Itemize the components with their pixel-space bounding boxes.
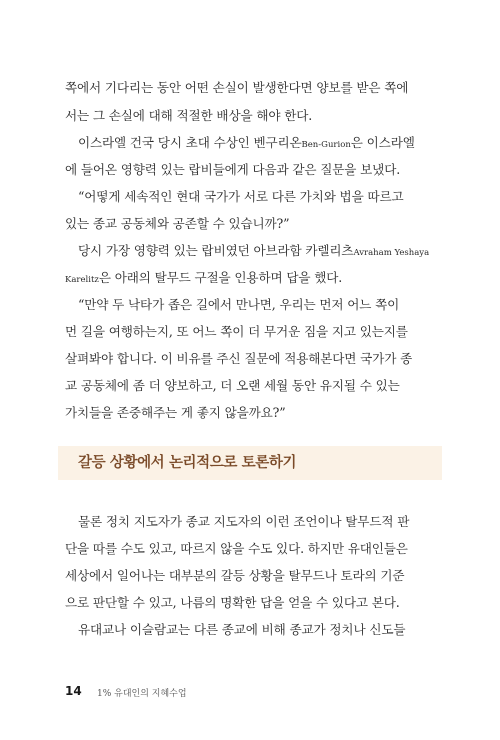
page-number: 14 [65,684,82,698]
body-line: 에 들어온 영향력 있는 랍비들에게 다음과 같은 질문을 보냈다. [65,162,401,177]
running-head: 1% 유대인의 지혜수업 [97,689,187,699]
body-text: 은 아래의 탈무드 구절을 인용하며 답을 했다. [98,270,343,285]
quote-line: 있는 종교 공동체와 공존할 수 있습니까?” [65,216,290,231]
body-line: 으로 판단할 수 있고, 나름의 명확한 답을 얻을 수 있다고 본다. [65,595,400,610]
body-line: 세상에서 일어나는 대부분의 갈등 상황을 탈무드나 토라의 기준 [65,568,405,583]
quote-line: 먼 길을 여행하는지, 또 어느 쪽이 더 무거운 짐을 지고 있는지를 [65,324,408,339]
body-line: 단을 따를 수도 있고, 따르지 않을 수도 있다. 하지만 유대인들은 [65,541,408,556]
quote-line: “만약 두 낙타가 좁은 길에서 만나면, 우리는 먼저 어느 쪽이 [78,297,400,312]
quote-line: “어떻게 세속적인 현대 국가가 서로 다른 가치와 법을 따르고 [78,189,404,204]
foreign-name: Karelitz [65,275,99,285]
foreign-name: Ben-Gurion [301,140,351,150]
body-text: 당시 가장 영향력 있는 랍비였던 아브라함 카렐리츠 [78,243,354,258]
body-line: 서는 그 손실에 대해 적절한 배상을 해야 한다. [65,108,313,123]
body-line: 쪽에서 기다리는 동안 어떤 손실이 발생한다면 양보를 받은 쪽에 [65,80,409,95]
body-text: 은 이스라엘 [350,135,415,150]
body-line: 물론 정치 지도자가 종교 지도자의 이런 조언이나 탈무드적 판 [78,514,410,529]
quote-line: 살펴봐야 합니다. 이 비유를 주신 질문에 적용해본다면 국가가 종 [65,351,413,366]
body-line: 유대교나 이슬람교는 다른 종교에 비해 종교가 정치나 신도들 [78,622,406,637]
foreign-name: Avraham Yeshaya [353,248,430,258]
section-title: 갈등 상황에서 논리적으로 토론하기 [78,455,297,471]
body-line [78,133,435,155]
body-line [78,241,435,263]
body-text: 이스라엘 건국 당시 초대 수상인 벤구리온 [78,135,302,150]
quote-line: 교 공동체에 좀 더 양보하고, 더 오랜 세월 동안 유지될 수 있는 [65,378,400,393]
body-line [65,268,435,290]
quote-line: 가치들을 존중해주는 게 좋지 않을까요?” [65,405,286,420]
